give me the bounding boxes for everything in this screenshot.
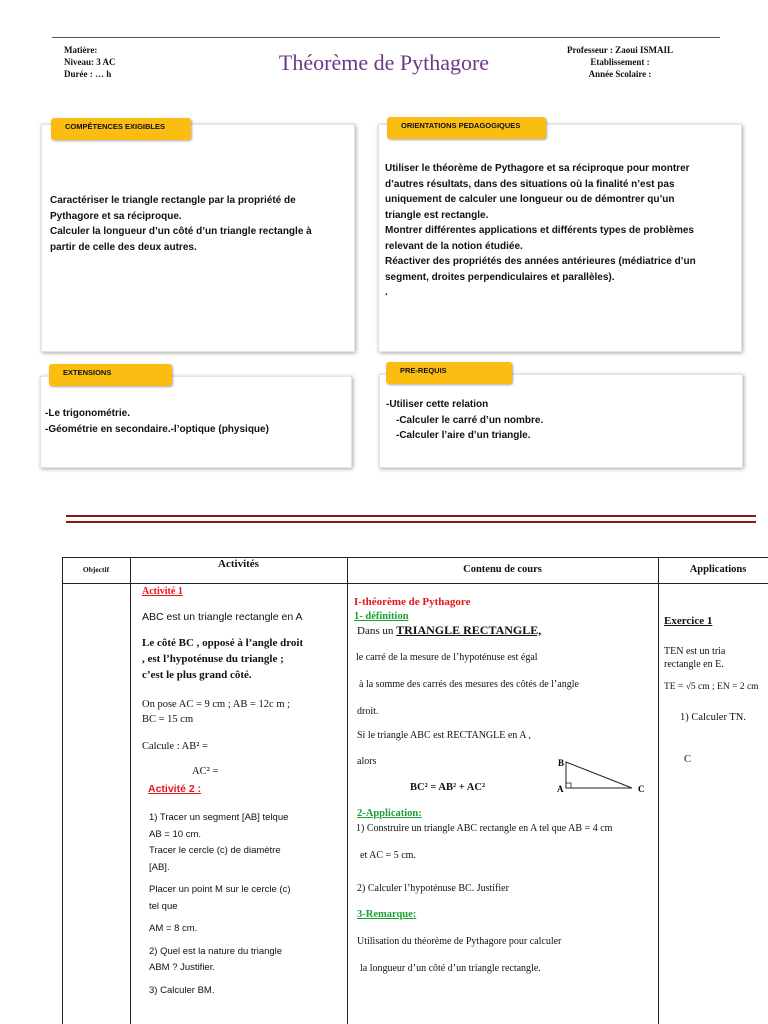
prerequis-line: -Calculer le carré d’un nombre. [396,414,544,426]
table-header-separator [62,583,768,584]
definition-intro-text: Dans un [357,625,397,637]
competences-line: Calculer la longueur d’un côté d’un triangle rectangle à [50,226,312,237]
application-line: 1) Construire un triangle ABC rectangle en A tel que AB = 4 cm [356,823,613,834]
duration-label: Durée : … h [64,69,112,79]
application-line: 2) Calculer l’hypoténuse BC. Justifier [357,883,509,894]
table-col-divider [658,557,659,1024]
extensions-text [45,406,269,437]
activity1-definition [142,635,303,683]
activity1-line: ABC est un triangle rectangle en A [142,611,303,623]
competences-text [50,193,312,255]
activity2-line: 1) Tracer un segment [AB] telque [149,812,289,823]
prerequis-line: -Calculer l’aire d’un triangle. [396,430,531,441]
exercise1-values: TE = √5 cm ; EN = 2 cm [664,682,759,692]
activity2-title-text: Activité 2 : [148,783,202,795]
prerequis-text [386,397,543,444]
activity2-line: 2) Quel est la nature du triangle [149,945,283,957]
given-values-line: BC = 15 cm [142,714,194,725]
definition-line: à la somme des carrés des mesures des côtés de l’angle [359,679,579,690]
activity1-definition-line: c’est le plus grand côté. [142,669,252,681]
header-applications: Applications [689,564,747,575]
calc-ab-squared: Calcule : AB² = [142,741,208,752]
table-col-divider [130,557,131,1024]
activity2-title [148,782,201,797]
table-border-left [62,557,63,1024]
header-contenu: Contenu de cours [463,564,542,575]
triangle-shape [566,762,632,788]
activity2-line: tel que [149,900,178,912]
vertex-a-label: A [557,784,564,794]
right-angle-marker [566,783,571,788]
subject-label: Matière: [64,45,98,55]
definition-intro [357,623,541,638]
extensions-line: -Géométrie en secondaire.-l’optique (physique) [45,423,269,435]
table-col-divider [347,557,348,1024]
application-title-text: 2-Application: [357,808,422,819]
activity2-line: Tracer le cercle (c) de diamètre [149,845,281,856]
definition-title-text: 1- définition [354,611,409,622]
extensions-box [40,376,352,468]
activity1-title [142,585,183,599]
exercise1-title: Exercice 1 [664,615,713,627]
application-title [357,807,422,821]
activity1-given-values [142,697,290,727]
given-values-line: On pose AC = 9 cm ; AB = 12c m ; [142,699,291,710]
vertex-c-label: C [638,784,645,794]
exercise1-line: rectangle en E. [664,659,724,670]
orientations-line: Montrer différentes applications et différents types de problèmes [385,225,694,236]
orientations-line: uniquement de calculer une longueur ou de démontrer qu’un [385,194,675,205]
activity2-line: AB = 10 cm. [149,828,202,840]
section-divider-bottom [66,521,756,523]
orientations-line: segment, droites perpendiculaires et parallèles). [385,271,615,283]
competences-line: Pythagore et sa réciproque. [50,210,182,222]
application-line: et AC = 5 cm. [360,850,416,861]
definition-line: le carré de la mesure de l’hypoténuse est égal [356,652,538,663]
activity1-definition-line: Le côté BC , opposé à l’angle droit [142,637,304,649]
activity2-line: AM = 8 cm. [149,923,198,934]
prerequis-box [379,374,743,468]
exercise1-question-c: C [684,754,692,765]
prerequis-tag: PRE-REQUIS [386,362,512,384]
level-label: Niveau: 3 AC [64,57,116,67]
activity2-line: [AB]. [149,861,170,873]
orientations-tag: ORIENTATIONS PEDAGOGIQUES [387,117,546,139]
school-label: Etablissement : [590,57,650,67]
remark-line: Utilisation du théorème de Pythagore pour calculer [357,936,562,947]
vertex-b-label: B [558,758,565,768]
pythagore-formula: BC² = AB² + AC² [410,782,486,793]
teacher-label: Professeur : Zaoui ISMAIL [567,45,673,55]
remark-title [357,908,416,922]
orientations-text [385,161,696,301]
extensions-tag: EXTENSIONS [49,364,172,386]
extensions-line: -Le trigonométrie. [45,408,131,419]
page-title: Théorème de Pythagore [278,50,490,75]
activity2-instructions [149,810,291,999]
exercise1-question: 1) Calculer TN. [680,712,746,723]
orientations-line: Réactiver des propriétés des années antérieures (médiatrice d’un [385,256,696,267]
theorem-title: I-théorème de Pythagore [354,596,471,608]
activity1-title-text: Activité 1 [142,586,183,597]
competences-tag: COMPÊTENCES EXIGIBLES [51,118,191,140]
orientations-box [378,124,742,352]
section-divider-top [66,515,756,517]
activity2-line: Placer un point M sur le cercle (c) [149,884,291,895]
competences-line: Caractériser le triangle rectangle par la propriété de [50,195,296,206]
header-rule [52,37,720,38]
header-activites: Activités [218,558,259,570]
competences-line: partir de celle des deux autres. [50,241,197,253]
header-right-info [520,44,720,80]
competences-box [41,124,355,352]
definition-title [354,610,409,624]
orientations-line: . [385,287,388,298]
activity2-line: ABM ? Justifier. [149,962,215,973]
prerequis-line: -Utiliser cette relation [386,399,489,410]
definition-line: Si le triangle ABC est RECTANGLE en A , [357,730,531,741]
activity2-line: 3) Calculer BM. [149,984,215,996]
orientations-line: relevant de la notion étudiée. [385,240,523,252]
exercise1-line: TEN est un tria [664,646,726,657]
header-objectif: Objectif [82,565,110,574]
definition-line: alors [357,756,377,767]
school-year-label: Année Scolaire : [588,69,652,79]
calc-ac-squared: AC² = [192,766,219,777]
activity1-definition-line: , est l’hypoténuse du triangle ; [142,653,284,665]
orientations-line: d’autres résultats, dans des situations où la finalité n’est pas [385,178,675,190]
orientations-line: triangle est rectangle. [385,209,489,221]
definition-line: droit. [357,706,379,717]
remark-title-text: 3-Remarque: [357,909,417,920]
remark-line: la longueur d’un côté d’un triangle rectangle. [360,963,541,974]
orientations-line: Utiliser le théorème de Pythagore et sa réciproque pour montrer [385,163,690,174]
definition-intro-bold: TRIANGLE RECTANGLE, [396,623,542,637]
right-triangle-figure [556,754,652,796]
